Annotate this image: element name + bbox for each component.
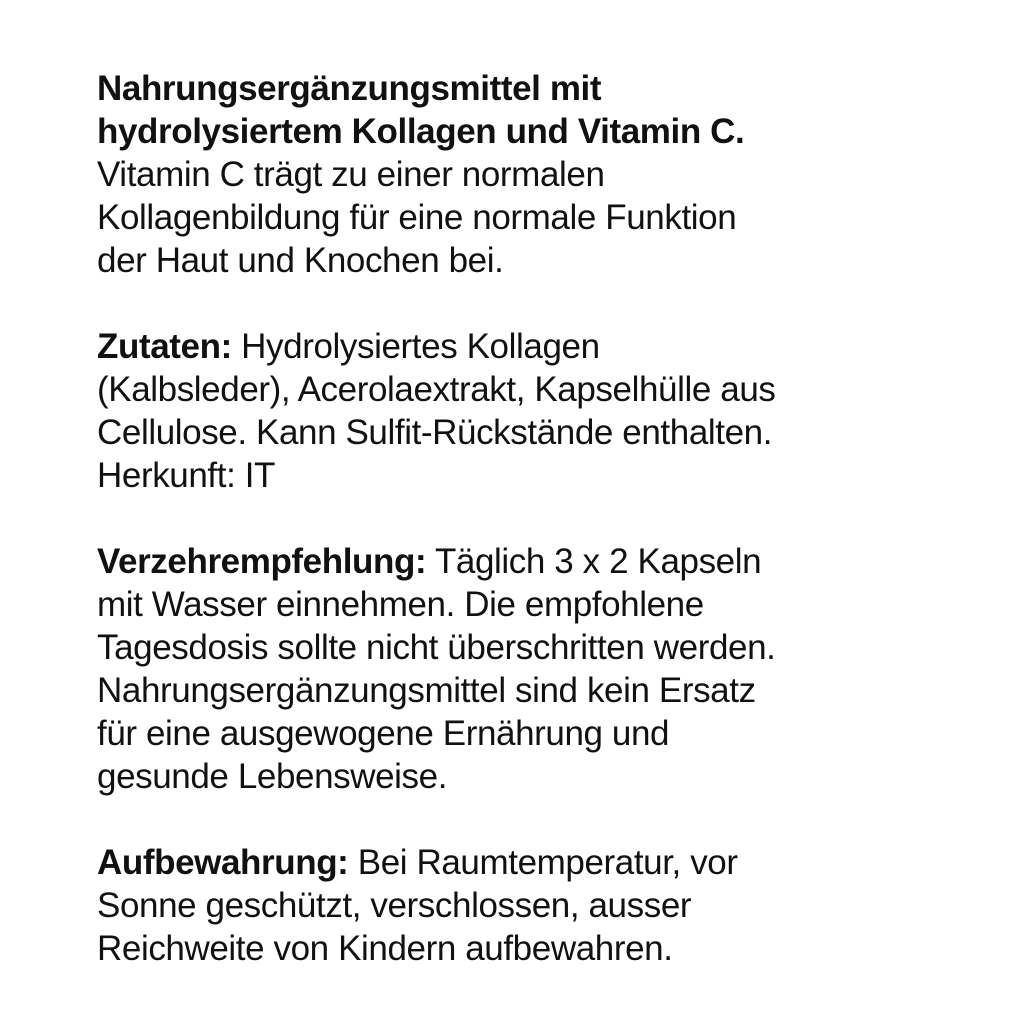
storage-label: Aufbewahrung: [97,843,349,882]
storage-line-2: Sonne geschützt, verschlossen, ausser [97,886,692,925]
storage-first-line [97,841,967,884]
intro-body-line-1: Vitamin C trägt zu einer normalen [97,155,605,194]
storage-line-1: Bei Raumtemperatur, vor [348,843,738,882]
dosage-section [97,540,967,798]
dosage-label: Verzehrempfehlung: [97,542,427,581]
intro-heading-line-2: hydrolysiertem Kollagen und Vitamin C. [97,112,745,151]
dosage-line-3: Tagesdosis sollte nicht überschritten werden. [97,628,776,667]
intro-body-line-3: der Haut und Knochen bei. [97,241,504,280]
dosage-line-6: gesunde Lebensweise. [97,757,448,796]
storage-section [97,841,967,970]
dosage-first-line [97,540,967,583]
ingredients-label: Zutaten: [97,327,232,366]
dosage-line-5: für eine ausgewogene Ernährung und [97,714,670,753]
ingredients-line-2: (Kalbsleder), Acerolaextrakt, Kapselhülle aus [97,370,776,409]
intro-body-line-2: Kollagenbildung für eine normale Funktion [97,198,737,237]
product-info-text [97,67,967,1013]
storage-line-3: Reichweite von Kindern aufbewahren. [97,929,673,968]
intro-heading-line-1: Nahrungsergänzungsmittel mit [97,69,602,108]
ingredients-section [97,325,967,497]
dosage-line-2: mit Wasser einnehmen. Die empfohlene [97,585,704,624]
dosage-line-1: Täglich 3 x 2 Kapseln [426,542,762,581]
dosage-line-4: Nahrungsergänzungsmittel sind kein Ersatz [97,671,756,710]
ingredients-line-4: Herkunft: IT [97,456,276,495]
ingredients-line-1: Hydrolysiertes Kollagen [231,327,600,366]
ingredients-first-line [97,325,967,368]
intro-section [97,67,967,282]
ingredients-line-3: Cellulose. Kann Sulfit-Rückstände enthalten. [97,413,773,452]
